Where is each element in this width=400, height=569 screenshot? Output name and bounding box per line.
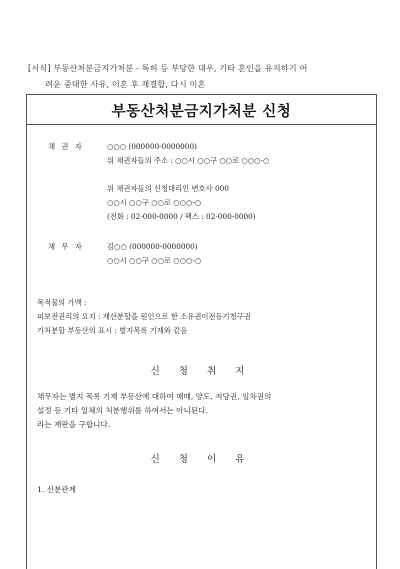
creditor-name: ○○○ (000000-0000000) <box>107 142 197 151</box>
purpose-heading: 신 청 취 지 <box>150 366 253 377</box>
target-value: 목적물의 가액 : <box>37 298 87 307</box>
document-caption <box>28 60 388 92</box>
creditor-label: 채 권 자 <box>48 142 84 151</box>
purpose-line-1: 채무자는 별지 목록 기재 부동산에 대하여 매매, 양도, 저당권, 임차권의 <box>37 392 272 401</box>
debtor-name: 김○○ (000000-0000000) <box>107 242 198 251</box>
agent-title: 위 채권자들의 신청대리인 변호사 000 <box>107 184 229 193</box>
debtor-label: 채 무 자 <box>48 242 84 251</box>
purpose-line-3: 라는 재판을 구합니다. <box>37 420 111 429</box>
caption-line-2: 려운 중대한 사유, 이혼 후 재결합, 다시 이혼 <box>45 79 206 89</box>
agent-address: ○○시 ○○구 ○○로 ○○○-○ <box>107 198 202 207</box>
application-form <box>26 94 377 569</box>
preserved-right: 피보전권리의 요지 : 재산분할을 원인으로 한 소유권이전등기청구권 <box>37 312 251 321</box>
creditor-address: 위 채권자들의 주소 : ○○시 ○○구 ○○로 ○○○-○ <box>107 156 270 165</box>
property-display: 가처분할 부동산의 표시 : 별지목록 기재와 같음 <box>37 326 188 335</box>
reason-heading: 신 청 이 유 <box>150 454 253 465</box>
debtor-address: ○○시 ○○구 ○○로 ○○○-○ <box>107 256 202 265</box>
caption-line-1: [서식] 부동산처분금지가처분 - 특허 등 부당한 대우, 기타 혼인을 유지하기 어 <box>28 63 308 73</box>
section-1-heading: 1. 신분관계 <box>37 485 77 494</box>
title-divider <box>27 124 376 125</box>
agent-contact: (전화 : 02-000-0000 / 팩스 : 02-000-0000) <box>107 212 256 221</box>
purpose-line-2: 설정 등 기타 일체의 처분행위를 하여서는 아니된다. <box>37 406 208 415</box>
form-title: 부동산처분금지가처분 신청 <box>111 103 292 120</box>
